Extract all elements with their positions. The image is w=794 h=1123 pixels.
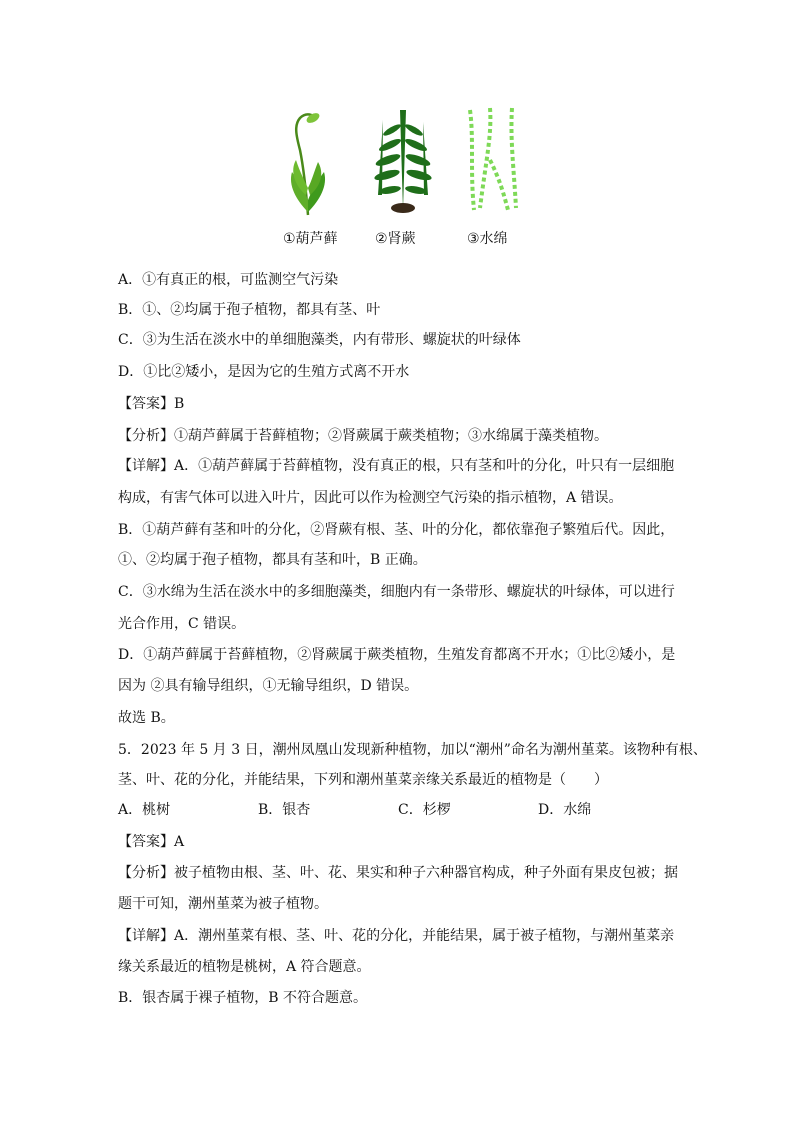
- q4-option-a: A．①有真正的根，可监测空气污染: [118, 272, 339, 288]
- q4-detail-a-line1: 【详解】A．①葫芦藓属于苔藓植物，没有真正的根，只有茎和叶的分化，叶只有一层细胞: [118, 458, 675, 474]
- q5-analysis-line2: 题干可知，潮州堇菜为被子植物。: [118, 896, 328, 912]
- q5-detail-b: B．银杏属于裸子植物，B 不符合题意。: [118, 990, 368, 1006]
- q5-option-b: B．银杏: [258, 802, 311, 818]
- q4-analysis: 【分析】①葫芦藓属于苔藓植物；②肾蕨属于蕨类植物；③水绵属于藻类植物。: [118, 428, 608, 444]
- q5-analysis-line1: 【分析】被子植物由根、茎、叶、花、果实和种子六种器官构成，种子外面有果皮包被；据: [118, 865, 678, 881]
- q5-detail-a-line2: 缘关系最近的植物是桃树，A 符合题意。: [118, 959, 371, 975]
- q4-conclusion: 故选 B。: [118, 710, 175, 726]
- figure-label-moss: ①葫芦藓: [283, 231, 338, 247]
- q5-option-c: C．杉椤: [398, 802, 451, 818]
- figure-label-spirogyra: ③水绵: [467, 231, 508, 247]
- plant-figure: [0, 100, 794, 260]
- figure-label-fern: ②肾蕨: [375, 231, 416, 247]
- q5-option-d: D．水绵: [538, 802, 592, 818]
- q4-detail-c-line1: C．③水绵为生活在淡水中的多细胞藻类，细胞内有一条带形、螺旋状的叶绿体，可以进行: [118, 584, 675, 600]
- fern-plant-illustration: [368, 100, 448, 224]
- q5-answer: 【答案】A: [118, 834, 185, 850]
- q4-answer: 【答案】B: [118, 396, 185, 412]
- q4-detail-b-line1: B．①葫芦藓有茎和叶的分化，②肾蕨有根、茎、叶的分化，都依靠孢子繁殖后代。因此，: [118, 522, 675, 538]
- q5-detail-a-line1: 【详解】A．潮州堇菜有根、茎、叶、花的分化，并能结果，属于被子植物，与潮州堇菜亲: [118, 928, 675, 944]
- q4-detail-d-line1: D．①葫芦藓属于苔藓植物，②肾蕨属于蕨类植物，生殖发育都离不开水；①比②矮小，是: [118, 647, 676, 663]
- q5-stem-line2: 茎、叶、花的分化，并能结果，下列和潮州堇菜亲缘关系最近的植物是（ ）: [118, 772, 608, 788]
- moss-plant-illustration: [278, 100, 358, 224]
- q4-option-d: D．①比②矮小，是因为它的生殖方式离不开水: [118, 364, 410, 380]
- q4-option-b: B．①、②均属于孢子植物，都具有茎、叶: [118, 302, 381, 318]
- q5-option-a: A．桃树: [118, 802, 171, 818]
- spirogyra-algae-illustration: [460, 100, 540, 224]
- q5-stem-line1: 5．2023 年 5 月 3 日，潮州凤凰山发现新种植物，加以“潮州”命名为潮州堇菜。该物种有根、: [118, 742, 707, 758]
- q4-option-c: C．③为生活在淡水中的单细胞藻类，内有带形、螺旋状的叶绿体: [118, 332, 521, 348]
- q4-detail-a-line2: 构成，有害气体可以进入叶片，因此可以作为检测空气污染的指示植物，A 错误。: [118, 490, 623, 506]
- q4-detail-b-line2: ①、②均属于孢子植物，都具有茎和叶，B 正确。: [118, 552, 427, 568]
- q4-detail-c-line2: 光合作用，C 错误。: [118, 616, 246, 632]
- q4-detail-d-line2: 因为 ②具有输导组织，①无输导组织，D 错误。: [118, 678, 419, 694]
